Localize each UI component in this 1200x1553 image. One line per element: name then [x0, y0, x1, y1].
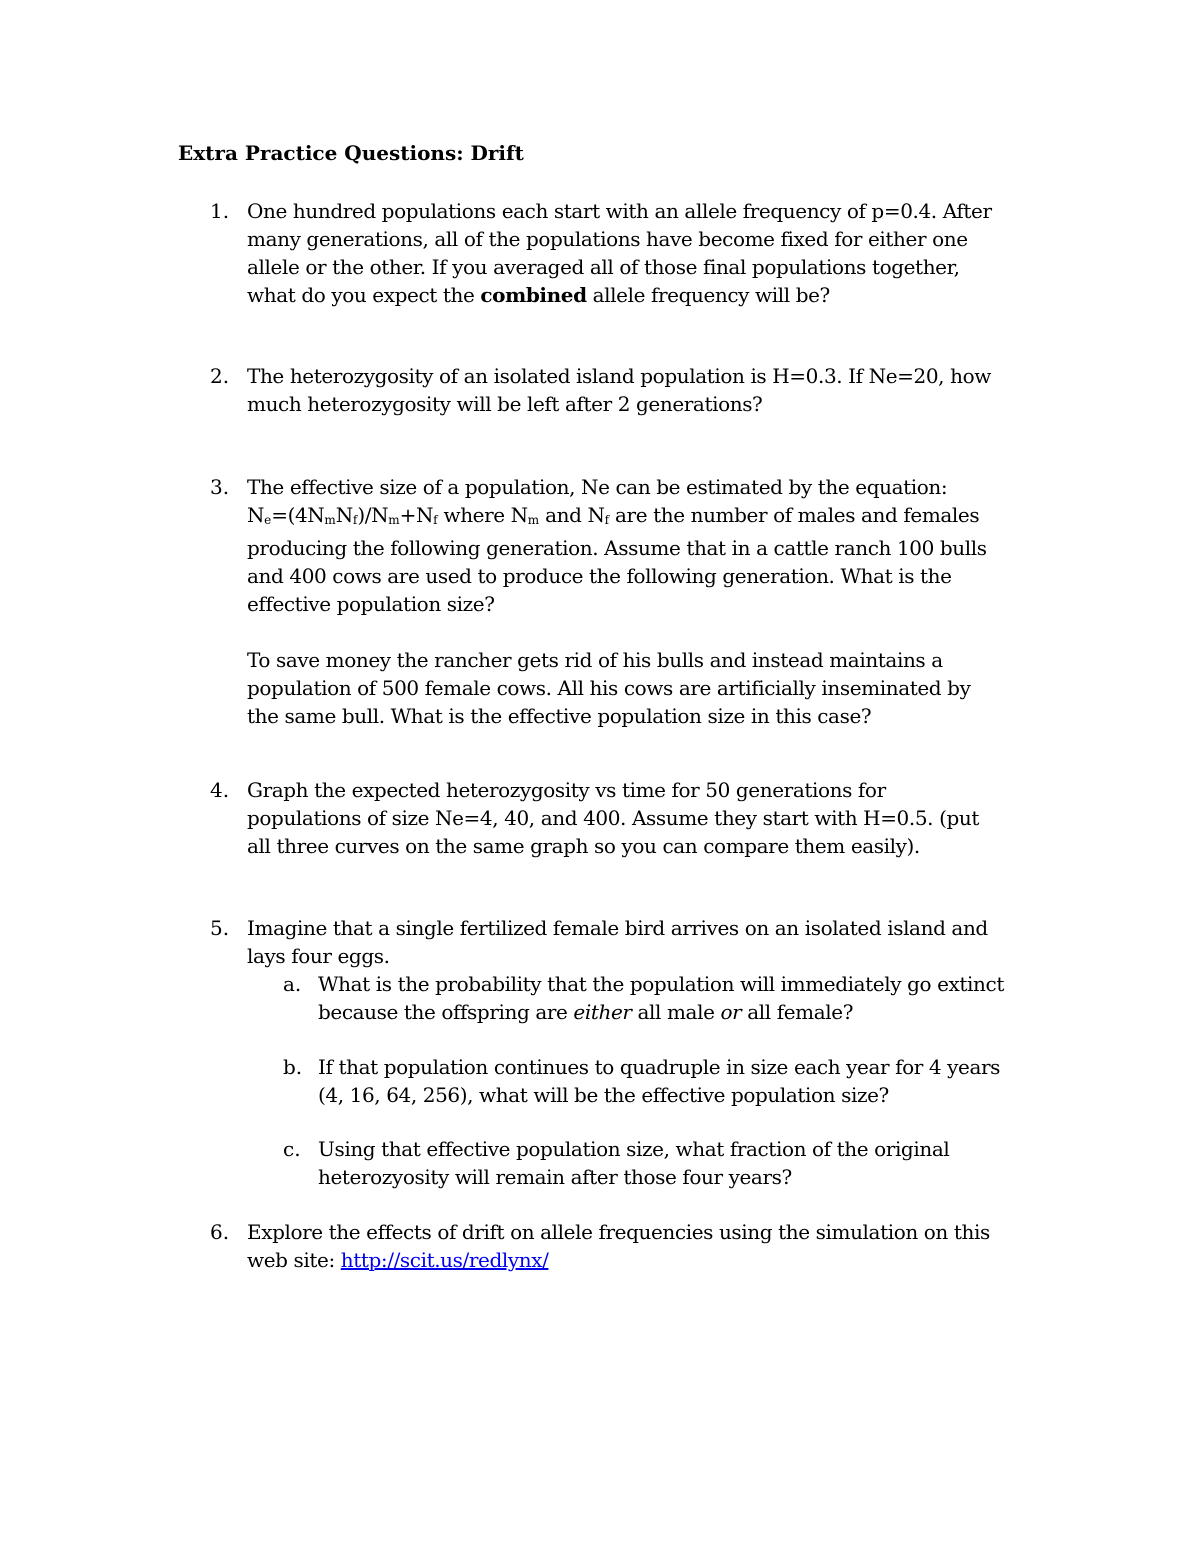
text-segment: all male	[631, 1000, 721, 1024]
subquestion-letter: a.	[283, 972, 302, 996]
text-line: What is the probability that the population will immediately go extinct	[318, 972, 1004, 996]
equation-line	[247, 501, 1047, 534]
question-text	[247, 1218, 1047, 1274]
text-line: To save money the rancher gets rid of his bulls and instead maintains a	[247, 648, 943, 672]
eq-part: and N	[539, 503, 605, 527]
subquestion-text	[318, 970, 1058, 1026]
text-line: population of 500 female cows. All his cows are artificially inseminated by	[247, 676, 971, 700]
eq-subscript: f	[604, 513, 610, 527]
text-line: many generations, all of the populations have become fixed for either one	[247, 227, 968, 251]
text-segment: allele frequency will be?	[586, 283, 830, 307]
eq-subscript: m	[388, 513, 400, 527]
text-line: producing the following generation. Assume that in a cattle ranch 100 bulls	[247, 536, 987, 560]
eq-subscript: m	[324, 513, 336, 527]
text-line: lays four eggs.	[247, 944, 390, 968]
blank-line	[247, 618, 1047, 646]
text-line: Graph the expected heterozygosity vs time for 50 generations for	[247, 778, 886, 802]
text-line: the same bull. What is the effective population size in this case?	[247, 704, 872, 728]
text-line: The heterozygosity of an isolated island population is H=0.3. If Ne=20, how	[247, 364, 991, 388]
text-segment: because the offspring are	[318, 1000, 574, 1024]
text-segment: what do you expect the	[247, 283, 481, 307]
question-number: 2.	[210, 364, 230, 388]
text-line	[318, 998, 1058, 1026]
text-line: effective population size?	[247, 592, 495, 616]
subquestion-text	[318, 1053, 1058, 1109]
eq-part: are the number of males and females	[609, 503, 980, 527]
eq-part: =(4N	[271, 503, 325, 527]
text-line: (4, 16, 64, 256), what will be the effective population size?	[318, 1083, 889, 1107]
question-number: 1.	[210, 199, 230, 223]
text-line: allele or the other. If you averaged all of those final populations together,	[247, 255, 960, 279]
text-line	[247, 1246, 1047, 1274]
text-segment: all female?	[741, 1000, 854, 1024]
subquestion-text	[318, 1135, 1058, 1191]
text-line: Explore the effects of drift on allele frequencies using the simulation on this	[247, 1220, 990, 1244]
text-segment: web site:	[247, 1248, 341, 1272]
eq-subscript: f	[352, 513, 358, 527]
eq-subscript: f	[433, 513, 438, 527]
emphasis-either: either	[573, 1000, 632, 1024]
text-line: heterozyosity will remain after those four years?	[318, 1165, 792, 1189]
page-title: Extra Practice Questions: Drift	[178, 141, 524, 165]
question-number: 5.	[210, 916, 230, 940]
subquestion-letter: b.	[283, 1055, 303, 1079]
text-line: all three curves on the same graph so you can compare them easily).	[247, 834, 920, 858]
eq-symbol: N	[247, 503, 265, 527]
text-line: much heterozygosity will be left after 2 generations?	[247, 392, 763, 416]
subquestion-letter: c.	[283, 1137, 301, 1161]
question-text	[247, 914, 1047, 970]
emphasis-combined: combined	[480, 283, 587, 307]
emphasis-or: or	[720, 1000, 742, 1024]
text-line: and 400 cows are used to produce the following generation. What is the	[247, 564, 952, 588]
simulation-link[interactable]: http://scit.us/redlynx/	[340, 1248, 549, 1272]
eq-part: )/N	[357, 503, 389, 527]
text-line: One hundred populations each start with an allele frequency of p=0.4. After	[247, 199, 992, 223]
text-line: Imagine that a single fertilized female bird arrives on an isolated island and	[247, 916, 988, 940]
text-line: populations of size Ne=4, 40, and 400. Assume they start with H=0.5. (put	[247, 806, 980, 830]
eq-symbol: N	[335, 503, 353, 527]
text-line	[247, 281, 1047, 309]
question-text	[247, 362, 1047, 418]
eq-subscript: e	[264, 513, 272, 527]
text-line: If that population continues to quadruple in size each year for 4 years	[318, 1055, 1001, 1079]
eq-part: +N	[399, 503, 434, 527]
question-text	[247, 197, 1047, 309]
question-text	[247, 473, 1047, 730]
eq-subscript: m	[527, 513, 540, 527]
text-line: The effective size of a population, Ne can be estimated by the equation:	[247, 475, 948, 499]
question-number: 6.	[210, 1220, 230, 1244]
text-line: Using that effective population size, what fraction of the original	[318, 1137, 950, 1161]
question-number: 3.	[210, 475, 230, 499]
question-number: 4.	[210, 778, 230, 802]
eq-part: where N	[437, 503, 528, 527]
question-text	[247, 776, 1047, 860]
